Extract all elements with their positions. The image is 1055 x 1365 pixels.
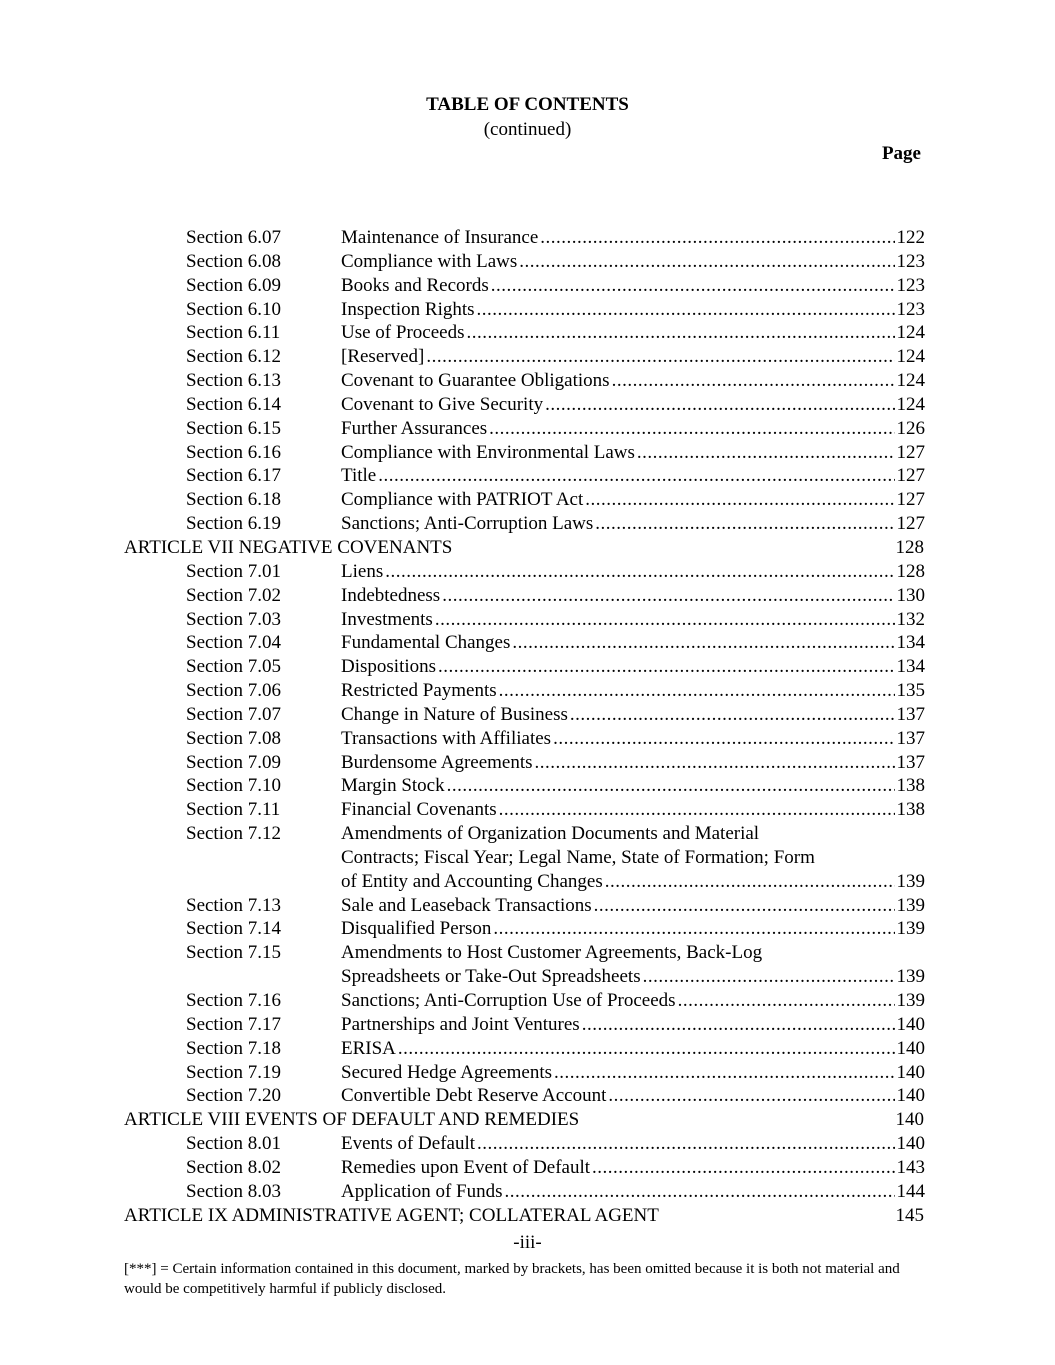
section-title-line: ERISA — [341, 1037, 396, 1059]
toc-section-row — [0, 1132, 1055, 1156]
section-title-leader-line — [341, 464, 925, 488]
section-title-leader-line — [341, 1132, 925, 1156]
toc-section-row — [0, 703, 1055, 727]
dot-leader — [570, 703, 895, 727]
section-number: Section 7.13 — [186, 894, 281, 916]
toc-section-row — [0, 250, 1055, 274]
section-number: Section 7.19 — [186, 1061, 281, 1083]
section-title — [341, 560, 925, 584]
section-title — [341, 798, 925, 822]
section-title — [341, 1013, 925, 1037]
toc-section-row — [0, 774, 1055, 798]
section-title — [341, 584, 925, 608]
dot-leader — [385, 560, 894, 584]
article-page-number: 128 — [895, 536, 924, 558]
section-title-leader-line — [341, 1061, 925, 1085]
toc-section-row — [0, 1084, 1055, 1108]
section-page-number: 132 — [896, 608, 925, 630]
dot-leader — [678, 989, 895, 1013]
toc-section-row — [0, 274, 1055, 298]
section-title-leader-line — [341, 631, 925, 655]
dot-leader — [466, 321, 894, 345]
section-number: Section 7.11 — [186, 799, 281, 821]
section-title-line: Partnerships and Joint Ventures — [341, 1013, 580, 1035]
section-number: Section 7.18 — [186, 1037, 281, 1059]
section-title — [341, 1037, 925, 1061]
dot-leader — [493, 917, 894, 941]
section-page-number: 122 — [896, 227, 925, 248]
section-title-leader-line — [341, 226, 925, 250]
toc-section-row — [0, 512, 1055, 536]
section-page-number: 134 — [896, 632, 925, 654]
dot-leader — [435, 608, 895, 632]
section-number: Section 7.12 — [186, 823, 281, 845]
section-title-leader-line — [341, 917, 925, 941]
section-page-number: 139 — [896, 894, 925, 916]
section-title — [341, 345, 925, 369]
section-title-line: Dispositions — [341, 656, 437, 678]
section-title — [341, 393, 925, 417]
toc-section-row — [0, 345, 1055, 369]
section-page-number: 124 — [896, 393, 925, 415]
section-title-line: Amendments to Host Customer Agreements, Back-Log — [341, 942, 763, 964]
section-title-line: Books and Records — [341, 274, 489, 296]
section-title-leader-line — [341, 751, 925, 775]
section-title — [341, 1180, 925, 1204]
section-title-line: Financial Covenants — [341, 799, 497, 821]
toc-article-row — [0, 1108, 1055, 1132]
section-number: Section 7.20 — [186, 1085, 281, 1107]
section-page-number: 123 — [896, 298, 925, 320]
dot-leader — [612, 369, 895, 393]
section-page-number: 137 — [896, 727, 925, 749]
article-title: ARTICLE IX ADMINISTRATIVE AGENT; COLLATERAL AGENT — [124, 1204, 659, 1226]
toc-section-row — [0, 441, 1055, 465]
toc-title: TABLE OF CONTENTS — [426, 94, 629, 115]
section-title-leader-line — [341, 369, 925, 393]
dot-leader — [595, 512, 894, 536]
section-number: Section 7.03 — [186, 608, 281, 630]
toc-section-row — [0, 488, 1055, 512]
section-number: Section 6.07 — [186, 227, 281, 248]
section-page-number: 140 — [896, 1085, 925, 1107]
dot-leader — [426, 345, 894, 369]
dot-leader — [491, 274, 895, 298]
dot-leader — [608, 1084, 894, 1108]
section-title-line: Compliance with Laws — [341, 250, 518, 272]
section-title-line: Inspection Rights — [341, 298, 475, 320]
section-number: Section 6.09 — [186, 274, 281, 296]
section-number: Section 7.04 — [186, 632, 281, 654]
section-number: Section 7.07 — [186, 703, 281, 725]
section-page-number: 124 — [896, 370, 925, 392]
toc-section-row — [0, 798, 1055, 822]
section-number: Section 6.18 — [186, 489, 281, 511]
section-title-line: Investments — [341, 608, 433, 630]
section-page-number: 140 — [896, 1133, 925, 1155]
section-number: Section 7.14 — [186, 918, 281, 940]
section-title-line: Indebtedness — [341, 584, 441, 606]
section-page-number: 138 — [896, 799, 925, 821]
section-title — [341, 989, 925, 1013]
section-title — [341, 703, 925, 727]
section-title-leader-line — [341, 441, 925, 465]
section-number: Section 7.17 — [186, 1013, 281, 1035]
section-title — [341, 822, 925, 894]
section-number: Section 6.19 — [186, 513, 281, 535]
dot-leader — [637, 441, 895, 465]
toc-section-row — [0, 894, 1055, 918]
article-title: ARTICLE VIII EVENTS OF DEFAULT AND REMEDIES — [124, 1109, 580, 1131]
dot-leader — [535, 751, 895, 775]
section-title-line: Use of Proceeds — [341, 322, 465, 344]
toc-section-row — [0, 941, 1055, 989]
section-number: Section 7.16 — [186, 990, 281, 1012]
section-title — [341, 250, 925, 274]
toc-section-row — [0, 655, 1055, 679]
section-title — [341, 226, 925, 250]
section-title-leader-line — [341, 655, 925, 679]
section-title — [341, 464, 925, 488]
section-title-leader-line — [341, 1156, 925, 1180]
section-title-leader-line — [341, 393, 925, 417]
toc-section-row — [0, 679, 1055, 703]
toc-section-row — [0, 560, 1055, 584]
section-title-leader-line — [341, 989, 925, 1013]
section-page-number: 139 — [896, 870, 925, 892]
section-page-number: 137 — [896, 703, 925, 725]
section-title-line: Contracts; Fiscal Year; Legal Name, State of Formation; Form — [341, 846, 815, 868]
section-number: Section 8.01 — [186, 1133, 281, 1155]
dot-leader — [438, 655, 894, 679]
section-title-line: [Reserved] — [341, 346, 425, 368]
toc-section-row — [0, 1061, 1055, 1085]
section-page-number: 124 — [896, 346, 925, 368]
section-title-leader-line — [341, 608, 925, 632]
section-title — [341, 441, 925, 465]
dot-leader — [643, 965, 895, 989]
toc-section-row — [0, 917, 1055, 941]
section-title — [341, 417, 925, 441]
section-title — [341, 655, 925, 679]
section-page-number: 126 — [896, 417, 925, 439]
section-title — [341, 369, 925, 393]
section-title-leader-line — [341, 1084, 925, 1108]
article-title: ARTICLE VII NEGATIVE COVENANTS — [124, 536, 453, 558]
dot-leader — [519, 250, 894, 274]
dot-leader — [605, 870, 895, 894]
toc-section-row — [0, 1037, 1055, 1061]
section-title — [341, 774, 925, 798]
section-title-leader-line — [341, 965, 925, 989]
section-page-number: 139 — [896, 990, 925, 1012]
toc-list — [0, 226, 1055, 1227]
section-title-leader-line — [341, 870, 925, 894]
section-page-number: 137 — [896, 751, 925, 773]
article-page-number: 140 — [895, 1109, 924, 1131]
toc-section-row — [0, 321, 1055, 345]
section-number: Section 6.14 — [186, 393, 281, 415]
section-number: Section 6.08 — [186, 250, 281, 272]
toc-section-row — [0, 989, 1055, 1013]
toc-section-row — [0, 608, 1055, 632]
section-number: Section 6.17 — [186, 465, 281, 487]
section-title-leader-line — [341, 321, 925, 345]
section-page-number: 144 — [896, 1180, 925, 1202]
toc-section-row — [0, 464, 1055, 488]
dot-leader — [582, 1013, 895, 1037]
section-title-leader-line — [341, 345, 925, 369]
dot-leader — [545, 393, 894, 417]
dot-leader — [442, 584, 894, 608]
toc-subtitle: (continued) — [483, 119, 572, 140]
section-title-leader-line — [341, 727, 925, 751]
section-title-leader-line — [341, 488, 925, 512]
section-title-line: of Entity and Accounting Changes — [341, 870, 603, 892]
section-number: Section 7.10 — [186, 775, 281, 797]
section-title — [341, 1061, 925, 1085]
dot-leader — [592, 1156, 894, 1180]
section-title — [341, 608, 925, 632]
section-page-number: 143 — [896, 1156, 925, 1178]
toc-article-row — [0, 1204, 1055, 1228]
section-title-line: Compliance with PATRIOT Act — [341, 489, 584, 511]
section-page-number: 127 — [896, 489, 925, 511]
section-title-leader-line — [341, 774, 925, 798]
section-page-number: 139 — [896, 918, 925, 940]
dot-leader — [505, 1180, 895, 1204]
section-page-number: 124 — [896, 322, 925, 344]
dot-leader — [540, 226, 894, 250]
confidentiality-footnote: [***] = Certain information contained in this document, marked by brackets, has been omitted because it is both not material and would be competitively harmful if publicly disclosed. — [124, 1261, 900, 1297]
section-page-number: 140 — [896, 1013, 925, 1035]
section-page-number: 139 — [896, 966, 925, 988]
section-title-line: Transactions with Affiliates — [341, 727, 552, 749]
section-title — [341, 1156, 925, 1180]
section-title-leader-line — [341, 894, 925, 918]
section-title-line: Sanctions; Anti-Corruption Use of Proceeds — [341, 990, 676, 1012]
section-title — [341, 321, 925, 345]
section-title-leader-line — [341, 417, 925, 441]
section-title-leader-line — [341, 1013, 925, 1037]
dot-leader — [489, 417, 894, 441]
page-column-heading: Page — [881, 143, 921, 164]
page-number: -iii- — [513, 1232, 542, 1253]
toc-section-row — [0, 1180, 1055, 1204]
section-page-number: 134 — [896, 656, 925, 678]
toc-section-row — [0, 226, 1055, 250]
section-title-line: Events of Default — [341, 1133, 476, 1155]
section-title-leader-line — [341, 512, 925, 536]
section-page-number: 127 — [896, 513, 925, 535]
section-number: Section 6.13 — [186, 370, 281, 392]
dot-leader — [554, 1061, 894, 1085]
dot-leader — [512, 631, 894, 655]
section-number: Section 6.15 — [186, 417, 281, 439]
dot-leader — [447, 774, 895, 798]
toc-section-row — [0, 751, 1055, 775]
section-number: Section 7.08 — [186, 727, 281, 749]
dot-leader — [594, 894, 895, 918]
dot-leader — [378, 464, 894, 488]
section-number: Section 7.01 — [186, 560, 281, 582]
section-page-number: 123 — [896, 250, 925, 272]
section-title — [341, 1084, 925, 1108]
section-title — [341, 941, 925, 989]
section-page-number: 135 — [896, 680, 925, 702]
section-number: Section 6.16 — [186, 441, 281, 463]
toc-section-row — [0, 369, 1055, 393]
section-title-line: Compliance with Environmental Laws — [341, 441, 635, 463]
section-number: Section 6.12 — [186, 346, 281, 368]
section-title-leader-line — [341, 584, 925, 608]
section-number: Section 6.11 — [186, 322, 281, 344]
section-number: Section 7.09 — [186, 751, 281, 773]
section-page-number: 138 — [896, 775, 925, 797]
section-page-number: 130 — [896, 584, 925, 606]
toc-section-row — [0, 1013, 1055, 1037]
section-title-line: Disqualified Person — [341, 918, 492, 940]
dot-leader — [553, 727, 894, 751]
section-number: Section 7.15 — [186, 942, 281, 964]
section-page-number: 128 — [896, 560, 925, 582]
section-page-number: 140 — [896, 1061, 925, 1083]
section-page-number: 127 — [896, 465, 925, 487]
dot-leader — [585, 488, 894, 512]
section-number: Section 7.06 — [186, 680, 281, 702]
section-title-leader-line — [341, 274, 925, 298]
section-title — [341, 1132, 925, 1156]
section-title-line: Covenant to Give Security — [341, 393, 544, 415]
toc-section-row — [0, 298, 1055, 322]
dot-leader — [477, 1132, 894, 1156]
section-title-leader-line — [341, 798, 925, 822]
section-title — [341, 512, 925, 536]
section-title-leader-line — [341, 1037, 925, 1061]
section-title-leader-line — [341, 250, 925, 274]
toc-section-row — [0, 417, 1055, 441]
section-page-number: 140 — [896, 1037, 925, 1059]
section-title — [341, 727, 925, 751]
section-title-leader-line — [341, 298, 925, 322]
section-title-line: Sale and Leaseback Transactions — [341, 894, 592, 916]
dot-leader — [499, 679, 895, 703]
section-number: Section 7.05 — [186, 656, 281, 678]
section-title-leader-line — [341, 679, 925, 703]
section-title-line: Application of Funds — [341, 1180, 503, 1202]
toc-article-row — [0, 536, 1055, 560]
dot-leader — [477, 298, 895, 322]
section-title-line: Restricted Payments — [341, 680, 497, 702]
section-title — [341, 274, 925, 298]
section-title-line: Change in Nature of Business — [341, 703, 568, 725]
article-page-number: 145 — [895, 1204, 924, 1226]
toc-section-row — [0, 822, 1055, 894]
section-number: Section 8.03 — [186, 1180, 281, 1202]
section-number: Section 7.02 — [186, 584, 281, 606]
section-title-line: Burdensome Agreements — [341, 751, 533, 773]
section-page-number: 127 — [896, 441, 925, 463]
section-title-line: Convertible Debt Reserve Account — [341, 1085, 607, 1107]
section-title-line: Maintenance of Insurance — [341, 227, 539, 248]
section-title — [341, 894, 925, 918]
toc-section-row — [0, 727, 1055, 751]
toc-section-row — [0, 393, 1055, 417]
section-title — [341, 488, 925, 512]
section-title-line: Fundamental Changes — [341, 632, 511, 654]
section-number: Section 8.02 — [186, 1156, 281, 1178]
section-title-line: Remedies upon Event of Default — [341, 1156, 591, 1178]
section-title-line: Sanctions; Anti-Corruption Laws — [341, 513, 594, 535]
section-title — [341, 298, 925, 322]
section-title-line: Covenant to Guarantee Obligations — [341, 370, 610, 392]
toc-section-row — [0, 631, 1055, 655]
section-title-line: Amendments of Organization Documents and Material — [341, 823, 760, 845]
section-title — [341, 679, 925, 703]
section-number: Section 6.10 — [186, 298, 281, 320]
section-title-leader-line — [341, 560, 925, 584]
section-title — [341, 751, 925, 775]
section-title-line: Further Assurances — [341, 417, 488, 439]
section-title-line: Liens — [341, 560, 384, 582]
section-title-leader-line — [341, 1180, 925, 1204]
toc-section-row — [0, 584, 1055, 608]
section-title-line: Title — [341, 465, 377, 487]
section-title-leader-line — [341, 703, 925, 727]
section-title — [341, 631, 925, 655]
section-title-line: Secured Hedge Agreements — [341, 1061, 553, 1083]
section-title-line: Spreadsheets or Take-Out Spreadsheets — [341, 966, 641, 988]
toc-section-row — [0, 1156, 1055, 1180]
dot-leader — [398, 1037, 895, 1061]
dot-leader — [499, 798, 895, 822]
section-title — [341, 917, 925, 941]
section-title-line: Margin Stock — [341, 775, 445, 797]
section-page-number: 123 — [896, 274, 925, 296]
